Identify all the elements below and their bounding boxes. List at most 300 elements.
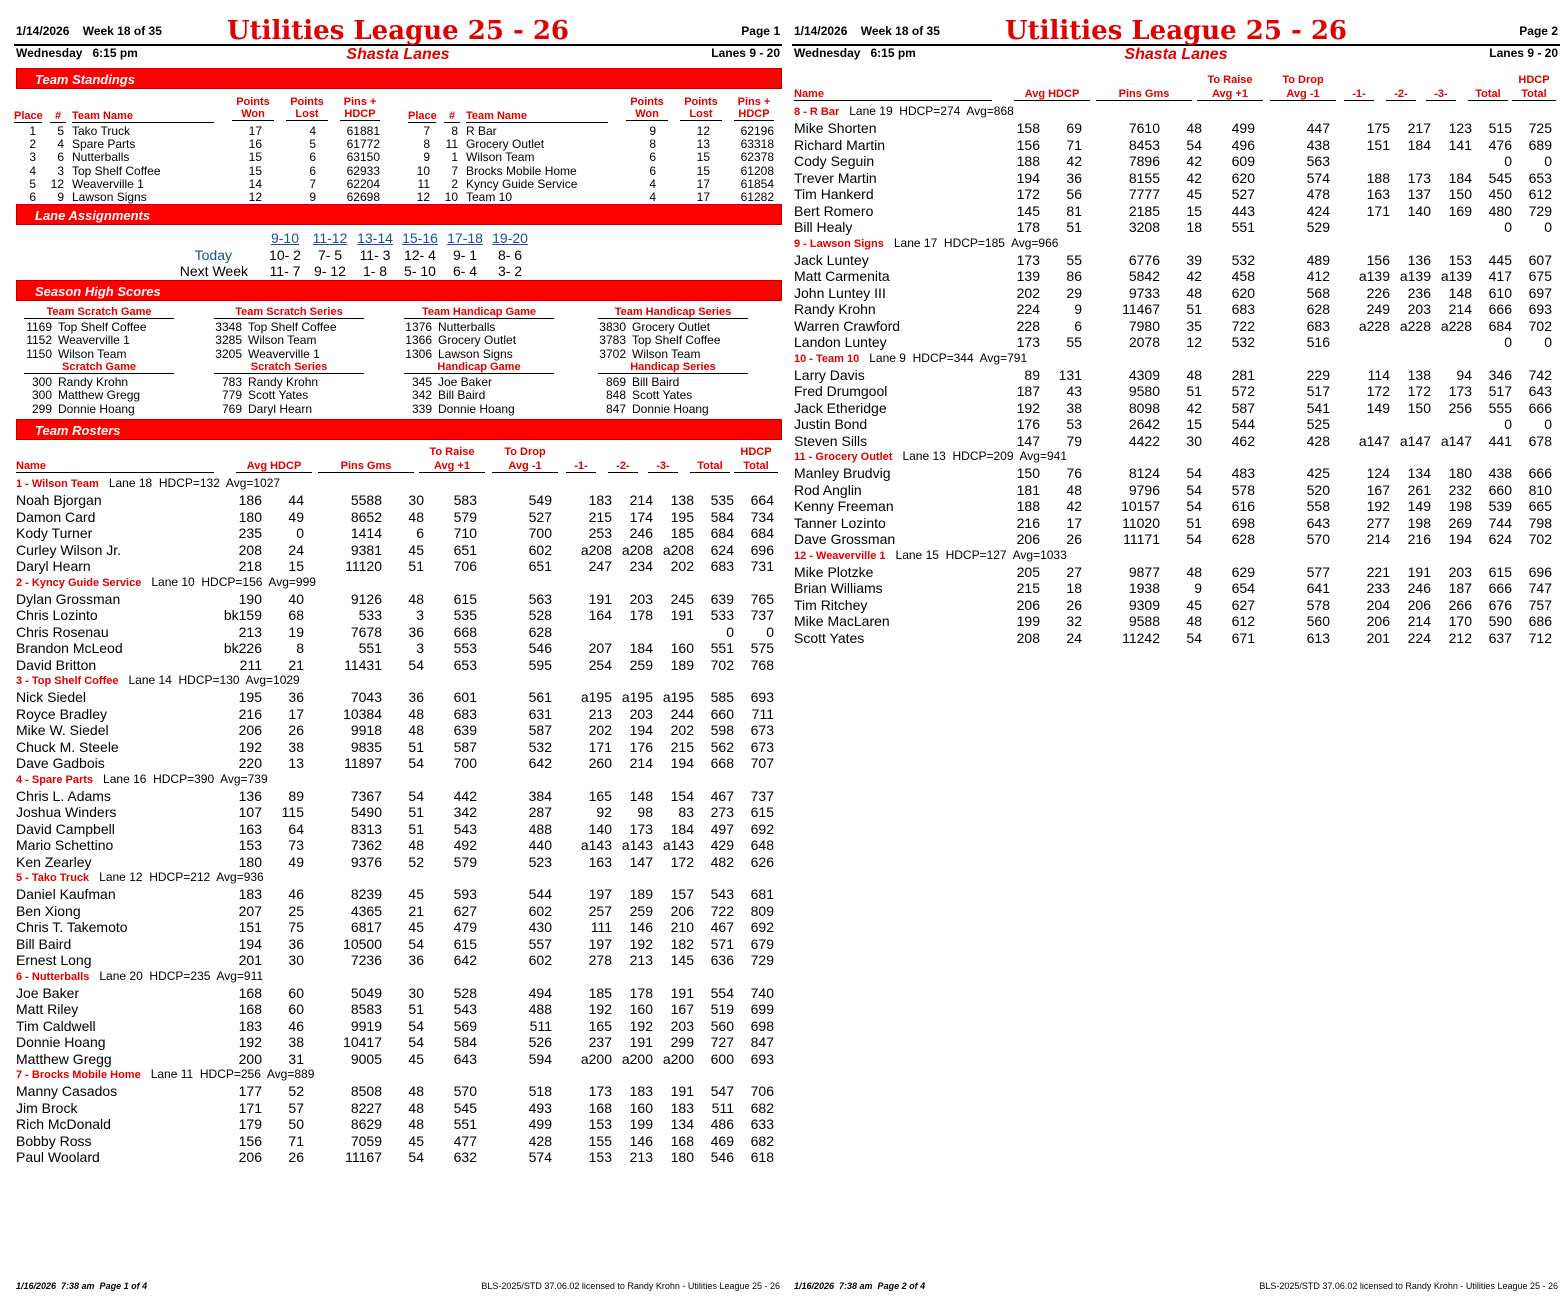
team-title: 3 - Top Shelf Coffee bbox=[16, 675, 119, 687]
player-game-1: 185 bbox=[588, 984, 612, 1001]
player-games: 35 bbox=[1186, 317, 1202, 334]
player-game-3: 160 bbox=[670, 640, 694, 656]
player-to-raise: 551 bbox=[1231, 219, 1255, 235]
player-game-1: 278 bbox=[588, 952, 612, 968]
player-game-1: 247 bbox=[588, 558, 612, 574]
player-average: 177 bbox=[238, 1083, 262, 1099]
player-total: 598 bbox=[710, 722, 734, 738]
player-games: 48 bbox=[408, 590, 424, 607]
team-title: 1 - Wilson Team bbox=[16, 478, 99, 490]
player-game-3: 154 bbox=[670, 787, 694, 804]
standings-team-number: 3 bbox=[57, 163, 64, 178]
player-name: Bobby Ross bbox=[16, 1132, 92, 1149]
player-handicap: 13 bbox=[288, 755, 304, 771]
player-total: 543 bbox=[710, 886, 734, 902]
player-game-3: 203 bbox=[670, 1017, 694, 1034]
player-games: 36 bbox=[408, 623, 424, 640]
player-hdcp-total: 0 bbox=[1544, 219, 1552, 235]
player-average: 151 bbox=[238, 919, 262, 935]
player-average: 181 bbox=[1016, 481, 1040, 498]
player-average: 228 bbox=[1016, 317, 1040, 334]
player-average: 172 bbox=[1016, 186, 1040, 202]
player-to-drop: 425 bbox=[1306, 465, 1330, 481]
player-average: 215 bbox=[1016, 580, 1040, 596]
high-score-name: Grocery Outlet bbox=[632, 320, 711, 334]
player-name: Matt Riley bbox=[16, 1001, 79, 1017]
high-score-name: Matthew Gregg bbox=[58, 388, 141, 403]
player-row bbox=[14, 657, 782, 673]
player-average: 200 bbox=[238, 1050, 262, 1067]
roster-header-name: Name bbox=[16, 460, 214, 473]
standings-place: 12 bbox=[416, 190, 430, 204]
lane-pair: 17-18 bbox=[447, 230, 483, 246]
player-game-2: 136 bbox=[1407, 251, 1431, 268]
player-handicap: 48 bbox=[1066, 481, 1082, 498]
team-header bbox=[792, 351, 1562, 365]
player-to-raise: 642 bbox=[453, 952, 477, 968]
standings-team-number: 8 bbox=[451, 124, 458, 138]
team-info: Lane 18 HDCP=132 Avg=1027 bbox=[98, 476, 281, 490]
player-to-drop: 526 bbox=[528, 1034, 552, 1050]
player-games: 12 bbox=[1186, 334, 1202, 350]
player-to-drop: 560 bbox=[1306, 613, 1330, 629]
player-row bbox=[14, 640, 782, 656]
player-row bbox=[792, 416, 1560, 432]
standings-points-lost: 12 bbox=[696, 124, 710, 138]
player-pins: 8098 bbox=[1128, 399, 1160, 416]
player-games: 9 bbox=[1194, 580, 1202, 596]
player-handicap: 25 bbox=[288, 902, 304, 919]
player-row bbox=[792, 170, 1560, 186]
player-average: 180 bbox=[238, 853, 262, 870]
player-name: John Luntey III bbox=[794, 284, 886, 301]
player-to-raise: 653 bbox=[453, 656, 477, 673]
standings-points-won: 4 bbox=[649, 190, 656, 204]
player-row bbox=[792, 367, 1560, 383]
player-row bbox=[792, 268, 1560, 284]
player-average: 213 bbox=[238, 623, 262, 640]
player-game-3: 194 bbox=[670, 755, 694, 771]
standings-points-won: 6 bbox=[649, 150, 656, 165]
player-total: 668 bbox=[710, 755, 734, 771]
player-name: Trever Martin bbox=[794, 169, 877, 186]
player-to-raise: 643 bbox=[453, 1050, 477, 1067]
player-game-1: 165 bbox=[588, 787, 612, 804]
player-row bbox=[14, 854, 782, 870]
player-to-raise: 583 bbox=[453, 492, 477, 508]
player-games: 54 bbox=[1186, 629, 1202, 646]
lane-pair: 13-14 bbox=[357, 230, 393, 246]
standings-team-number: 5 bbox=[57, 124, 64, 138]
player-game-2: 173 bbox=[629, 820, 653, 837]
player-game-1: 183 bbox=[588, 492, 612, 508]
player-pins: 8453 bbox=[1128, 136, 1160, 153]
player-to-raise: 544 bbox=[1231, 416, 1255, 432]
player-pins: 8239 bbox=[350, 886, 382, 902]
player-to-raise: 627 bbox=[1231, 596, 1255, 613]
player-row bbox=[792, 203, 1560, 219]
player-hdcp-total: 706 bbox=[750, 1083, 774, 1099]
player-handicap: 42 bbox=[1066, 498, 1082, 514]
player-pins: 8652 bbox=[350, 508, 382, 525]
player-handicap: 60 bbox=[288, 1001, 304, 1017]
player-hdcp-total: 737 bbox=[750, 787, 774, 804]
player-name: Rich McDonald bbox=[16, 1116, 111, 1132]
player-game-2: 189 bbox=[629, 886, 653, 902]
player-pins: 9796 bbox=[1128, 481, 1160, 498]
player-hdcp-total: 684 bbox=[750, 525, 774, 541]
player-games: 52 bbox=[408, 853, 424, 870]
standings-row bbox=[14, 178, 782, 191]
player-row bbox=[792, 613, 1560, 629]
player-game-3: 202 bbox=[670, 722, 694, 738]
player-to-drop: 578 bbox=[1306, 596, 1330, 613]
high-score-value: 3783 bbox=[599, 333, 626, 348]
player-average: 206 bbox=[238, 722, 262, 738]
player-handicap: 9 bbox=[1074, 301, 1082, 317]
player-game-3: 203 bbox=[1448, 563, 1472, 580]
team-info: Lane 16 HDCP=390 Avg=739 bbox=[93, 771, 268, 786]
player-game-3: 269 bbox=[1448, 514, 1472, 531]
player-to-drop: 613 bbox=[1306, 629, 1330, 646]
team-info: Lane 20 HDCP=235 Avg=911 bbox=[89, 968, 264, 983]
player-total: 469 bbox=[710, 1132, 734, 1149]
player-row bbox=[14, 886, 782, 902]
player-name: Matt Carmenita bbox=[794, 268, 890, 284]
player-average: bk159 bbox=[223, 607, 262, 623]
player-handicap: 26 bbox=[1066, 596, 1082, 613]
standings-points-won: 12 bbox=[248, 190, 262, 204]
player-game-2: 146 bbox=[629, 1132, 653, 1149]
section-lane-assignments: Lane Assignments bbox=[16, 204, 782, 225]
player-average: 208 bbox=[1016, 629, 1040, 646]
player-total: 533 bbox=[710, 607, 734, 623]
player-games: 30 bbox=[408, 984, 424, 1001]
high-score-name: Scott Yates bbox=[248, 388, 309, 403]
player-name: Tanner Lozinto bbox=[794, 514, 886, 531]
player-game-3: 157 bbox=[670, 886, 694, 902]
player-game-2: a228 bbox=[1399, 317, 1431, 334]
player-total: 637 bbox=[1488, 629, 1512, 646]
player-average: 201 bbox=[238, 952, 262, 968]
player-row bbox=[14, 739, 782, 755]
player-name: Tim Hankerd bbox=[794, 186, 874, 202]
player-game-2: 173 bbox=[1407, 169, 1431, 186]
player-game-1: 151 bbox=[1366, 136, 1390, 153]
player-games: 3 bbox=[416, 607, 424, 623]
player-pins: 9309 bbox=[1128, 596, 1160, 613]
player-total: 660 bbox=[710, 705, 734, 722]
player-game-2: a195 bbox=[621, 689, 653, 705]
player-games: 30 bbox=[1186, 432, 1202, 449]
standings-place: 2 bbox=[29, 137, 36, 152]
player-games: 6 bbox=[416, 525, 424, 541]
player-game-3: 145 bbox=[670, 952, 694, 968]
player-total: 660 bbox=[1488, 481, 1512, 498]
player-game-2: 203 bbox=[629, 590, 653, 607]
player-pins: 6817 bbox=[350, 919, 382, 935]
player-games: 54 bbox=[408, 935, 424, 952]
player-to-drop: 511 bbox=[529, 1017, 552, 1034]
player-to-drop: 602 bbox=[528, 541, 552, 558]
high-score-name: Top Shelf Coffee bbox=[632, 333, 721, 348]
player-game-3: 134 bbox=[670, 1116, 694, 1132]
player-game-2: 259 bbox=[629, 902, 653, 919]
player-hdcp-total: 731 bbox=[750, 558, 774, 574]
player-game-1: 260 bbox=[588, 755, 612, 771]
player-total: 560 bbox=[710, 1017, 734, 1034]
player-row bbox=[14, 607, 782, 623]
section-team-standings: Team Standings bbox=[16, 68, 782, 89]
player-game-3: 185 bbox=[670, 525, 694, 541]
player-game-1: 192 bbox=[588, 1001, 612, 1017]
player-name: Curley Wilson Jr. bbox=[16, 541, 122, 558]
standings-points-won: 15 bbox=[248, 163, 262, 178]
player-name: Kenny Freeman bbox=[794, 498, 894, 514]
player-handicap: 26 bbox=[1066, 531, 1082, 547]
player-hdcp-total: 648 bbox=[750, 837, 774, 853]
standings-header-won-left: Points Won bbox=[232, 96, 274, 121]
player-handicap: 40 bbox=[288, 590, 304, 607]
player-name: Manley Brudvig bbox=[794, 465, 891, 481]
player-row bbox=[792, 383, 1560, 399]
player-to-drop: 641 bbox=[1306, 580, 1330, 596]
league-title: Utilities League 25 - 26 bbox=[226, 16, 570, 46]
player-games: 30 bbox=[408, 492, 424, 508]
player-games: 51 bbox=[408, 558, 424, 574]
roster-header-raise-bot: Avg +1 bbox=[419, 460, 485, 473]
player-game-1: 153 bbox=[588, 1116, 612, 1132]
player-game-1: 204 bbox=[1366, 596, 1390, 613]
player-game-1: 254 bbox=[588, 656, 612, 673]
player-to-drop: 642 bbox=[528, 755, 552, 771]
player-total: 0 bbox=[1504, 219, 1512, 235]
player-games: 48 bbox=[1186, 563, 1202, 580]
player-to-drop: 424 bbox=[1306, 202, 1330, 219]
player-handicap: 31 bbox=[288, 1050, 304, 1067]
page-number: Page 2 bbox=[1519, 24, 1558, 38]
player-to-drop: 602 bbox=[528, 902, 552, 919]
player-row bbox=[792, 318, 1560, 334]
player-hdcp-total: 729 bbox=[1528, 202, 1552, 219]
player-game-3: a200 bbox=[662, 1050, 694, 1067]
standings-points-lost: 6 bbox=[309, 150, 316, 165]
high-score-name: Bill Baird bbox=[632, 375, 680, 389]
player-to-drop: 574 bbox=[1306, 169, 1330, 186]
player-total: 0 bbox=[1504, 416, 1512, 432]
player-hdcp-total: 693 bbox=[1528, 301, 1552, 317]
player-game-2: 217 bbox=[1407, 120, 1431, 136]
player-pins: 5490 bbox=[350, 804, 382, 820]
player-to-drop: 520 bbox=[1306, 481, 1330, 498]
player-total: 417 bbox=[1488, 268, 1512, 284]
player-total: 346 bbox=[1488, 366, 1512, 383]
player-total: 554 bbox=[710, 984, 734, 1001]
player-average: 190 bbox=[238, 590, 262, 607]
player-to-raise: 492 bbox=[453, 837, 477, 853]
player-average: 195 bbox=[238, 689, 262, 705]
player-game-1: 191 bbox=[588, 590, 612, 607]
player-average: 207 bbox=[238, 902, 262, 919]
team-header bbox=[14, 772, 784, 786]
roster-header-drop-top: To Drop bbox=[504, 446, 546, 458]
player-to-raise: 587 bbox=[453, 738, 477, 755]
player-to-drop: 488 bbox=[528, 1001, 552, 1017]
player-game-2: 194 bbox=[629, 722, 653, 738]
standings-team-number: 10 bbox=[444, 190, 458, 204]
player-hdcp-total: 678 bbox=[1528, 432, 1552, 449]
player-name: Joshua Winders bbox=[16, 804, 117, 820]
player-games: 48 bbox=[408, 508, 424, 525]
player-to-drop: 557 bbox=[528, 935, 552, 952]
player-name: Joe Baker bbox=[16, 984, 80, 1001]
player-to-drop: 384 bbox=[528, 787, 552, 804]
player-games: 48 bbox=[1186, 613, 1202, 629]
player-name: Mike Shorten bbox=[794, 120, 877, 136]
player-game-3: 182 bbox=[670, 935, 694, 952]
lane-assignment-grid bbox=[14, 230, 782, 280]
player-games: 51 bbox=[1186, 383, 1202, 399]
player-to-raise: 569 bbox=[453, 1017, 477, 1034]
player-hdcp-total: 698 bbox=[750, 1017, 774, 1034]
player-average: 206 bbox=[1016, 531, 1040, 547]
player-row bbox=[792, 153, 1560, 169]
next-week-matchup: 6- 4 bbox=[452, 263, 478, 279]
standings-pins-hdcp: 62933 bbox=[346, 163, 380, 178]
roster-header-hdcp-bot: Total bbox=[734, 460, 778, 473]
player-average: 199 bbox=[1016, 613, 1040, 629]
player-hdcp-total: 612 bbox=[1528, 186, 1552, 202]
high-score-title: Team Handicap Series bbox=[598, 306, 748, 319]
player-total: 497 bbox=[710, 820, 734, 837]
player-row bbox=[14, 689, 782, 705]
player-total: 486 bbox=[710, 1116, 734, 1132]
report-page-2 bbox=[792, 0, 1560, 1309]
player-total: 476 bbox=[1488, 136, 1512, 153]
standings-header-num-left: # bbox=[50, 110, 66, 123]
player-pins: 7367 bbox=[350, 787, 382, 804]
player-handicap: 18 bbox=[1066, 580, 1082, 596]
player-games: 45 bbox=[1186, 186, 1202, 202]
page-header bbox=[14, 16, 782, 46]
high-score-value: 769 bbox=[221, 401, 242, 416]
player-games: 51 bbox=[1186, 514, 1202, 531]
standings-team-number: 12 bbox=[50, 176, 64, 191]
player-handicap: 27 bbox=[1066, 563, 1082, 580]
player-name: Mike MacLaren bbox=[794, 613, 890, 629]
player-total: 546 bbox=[710, 1149, 734, 1165]
player-to-raise: 499 bbox=[1231, 120, 1255, 136]
player-handicap: 86 bbox=[1066, 268, 1082, 284]
player-game-3: 245 bbox=[670, 590, 694, 607]
sub-header bbox=[792, 46, 1560, 64]
player-average: 156 bbox=[1016, 136, 1040, 153]
player-games: 54 bbox=[408, 787, 424, 804]
page-header bbox=[792, 16, 1560, 46]
roster-header-pins-gms: Pins Gms bbox=[318, 460, 414, 473]
standings-header-pins-left: Pins + HDCP bbox=[340, 96, 380, 121]
player-game-3: 191 bbox=[670, 984, 694, 1001]
player-hdcp-total: 725 bbox=[1528, 120, 1552, 136]
player-game-2: 138 bbox=[1407, 366, 1431, 383]
player-game-1: 167 bbox=[1366, 481, 1390, 498]
standings-team-name: Grocery Outlet bbox=[466, 137, 545, 152]
player-pins: 2185 bbox=[1128, 202, 1160, 219]
player-game-2: 259 bbox=[629, 656, 653, 673]
roster-header-g2: -2- bbox=[608, 460, 638, 473]
player-average: 216 bbox=[1016, 514, 1040, 531]
player-handicap: 8 bbox=[296, 640, 304, 656]
player-to-drop: 631 bbox=[528, 705, 552, 722]
player-pins: 11171 bbox=[1123, 531, 1160, 547]
player-games: 48 bbox=[408, 837, 424, 853]
roster-header-g2: -2- bbox=[1386, 88, 1416, 101]
player-game-2: 216 bbox=[1407, 531, 1431, 547]
player-games: 54 bbox=[408, 755, 424, 771]
player-game-1: 206 bbox=[1366, 613, 1390, 629]
player-games: 42 bbox=[1186, 153, 1202, 169]
player-hdcp-total: 626 bbox=[750, 853, 774, 870]
standings-pins-hdcp: 62378 bbox=[740, 150, 774, 165]
standings-pins-hdcp: 62698 bbox=[346, 190, 380, 204]
player-average: 107 bbox=[238, 804, 262, 820]
high-score-name: Randy Krohn bbox=[248, 375, 319, 389]
player-game-2: 234 bbox=[629, 558, 653, 574]
player-game-1: a147 bbox=[1358, 432, 1390, 449]
high-score-value: 339 bbox=[411, 401, 432, 416]
team-header bbox=[14, 969, 784, 983]
player-games: 48 bbox=[408, 705, 424, 722]
high-score-name: Nutterballs bbox=[438, 320, 496, 334]
player-hdcp-total: 742 bbox=[1528, 366, 1552, 383]
player-to-raise: 458 bbox=[1231, 268, 1255, 284]
player-pins: 8508 bbox=[350, 1083, 382, 1099]
player-pins: 9919 bbox=[350, 1017, 382, 1034]
player-total: 555 bbox=[1488, 399, 1512, 416]
player-to-drop: 683 bbox=[1306, 317, 1330, 334]
player-average: 168 bbox=[238, 984, 262, 1001]
standings-row bbox=[14, 125, 782, 138]
high-score-value: 342 bbox=[411, 388, 432, 403]
player-game-1: 237 bbox=[588, 1034, 612, 1050]
player-handicap: 89 bbox=[288, 787, 304, 804]
roster-header-pins-gms: Pins Gms bbox=[1096, 88, 1192, 101]
player-games: 54 bbox=[1186, 531, 1202, 547]
team-info: Lane 12 HDCP=212 Avg=936 bbox=[89, 870, 264, 884]
player-name: Richard Martin bbox=[794, 136, 886, 153]
player-pins: 7777 bbox=[1128, 186, 1160, 202]
player-game-2: 191 bbox=[1407, 563, 1431, 580]
player-hdcp-total: 0 bbox=[1544, 334, 1552, 350]
player-game-2: 192 bbox=[629, 1017, 653, 1034]
player-game-3: 173 bbox=[1448, 383, 1472, 399]
player-hdcp-total: 729 bbox=[750, 952, 774, 968]
player-game-1: 257 bbox=[588, 902, 612, 919]
standings-place: 3 bbox=[29, 150, 36, 165]
player-handicap: 68 bbox=[288, 607, 304, 623]
roster-header-drop-bot: Avg -1 bbox=[492, 460, 558, 473]
player-row bbox=[14, 722, 782, 738]
player-row bbox=[14, 952, 782, 968]
player-total: 467 bbox=[710, 919, 734, 935]
player-game-2: 192 bbox=[629, 935, 653, 952]
team-header bbox=[14, 476, 784, 490]
player-total: 722 bbox=[710, 902, 734, 919]
roster-header-name: Name bbox=[794, 88, 992, 101]
player-game-1: a195 bbox=[580, 689, 612, 705]
lane-pair: 19-20 bbox=[492, 230, 528, 246]
page-number: Page 1 bbox=[741, 24, 780, 38]
